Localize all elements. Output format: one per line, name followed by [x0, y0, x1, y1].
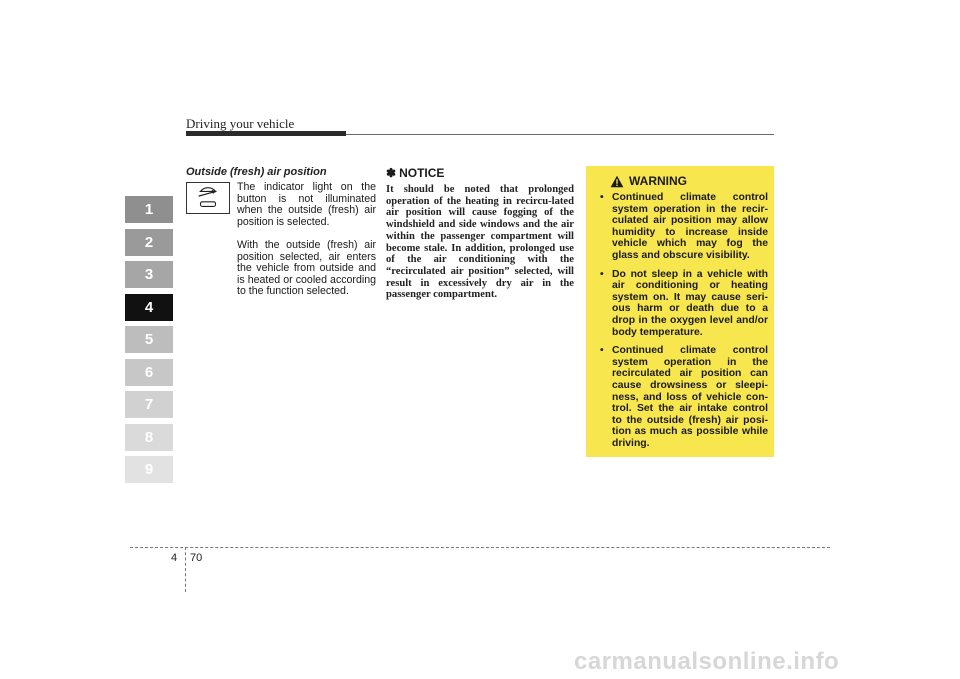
chapter-tabs	[125, 196, 173, 489]
page-number: 70	[190, 552, 203, 564]
footer-divider	[185, 547, 186, 592]
chapter-tab-8[interactable]: 8	[125, 424, 173, 451]
outside-air-paragraph-2: With the outside (fresh) air position selected, air enters the vehicle from outside and is heated or cooled according to the function selected.	[237, 239, 376, 298]
warning-item: • Continued climate control system operation in the recirculated air position can cause drowsiness or sleepi-ness, and loss of vehicle con-trol. Set the air intake control to the outside (fresh) air posi-tion as much as possible while driving.	[600, 345, 768, 449]
header-rule-thick	[186, 131, 346, 136]
outside-air-icon	[186, 182, 230, 214]
chapter-tab-3[interactable]: 3	[125, 261, 173, 288]
notice-heading-label: NOTICE	[399, 166, 445, 180]
outside-air-section	[186, 166, 376, 298]
chapter-tab-9[interactable]: 9	[125, 456, 173, 483]
header-rule-thin	[346, 134, 774, 135]
chapter-tab-7[interactable]: 7	[125, 391, 173, 418]
warning-item: • Do not sleep in a vehicle with air conditioning or heating system on. It may cause seri-ous harm or death due to a drop in the oxygen level and/or body temperature.	[600, 269, 768, 339]
warning-list	[600, 192, 768, 449]
warning-triangle-icon	[610, 175, 624, 188]
chapter-tab-6[interactable]: 6	[125, 359, 173, 386]
footer-rule	[130, 547, 830, 548]
outside-air-paragraph-1: The indicator light on the button is not illuminated when the outside (fresh) air position is selected.	[237, 181, 376, 228]
watermark: carmanualsonline.info	[574, 648, 840, 675]
chapter-tab-1[interactable]: 1	[125, 196, 173, 223]
warning-heading	[610, 174, 768, 188]
chapter-tab-2[interactable]: 2	[125, 229, 173, 256]
notice-mark-icon: ✽	[386, 166, 397, 180]
warning-box	[586, 166, 774, 457]
notice-section	[386, 166, 574, 301]
page-header-title: Driving your vehicle	[186, 116, 295, 131]
warning-heading-label: WARNING	[629, 174, 687, 188]
warning-item: • Continued climate control system operation in the recir-culated air position may allow humidity to increase inside vehicle which may fog the glass and obscure visibility.	[600, 192, 768, 262]
page-chapter-number: 4	[171, 552, 178, 564]
notice-text: It should be noted that prolonged operation of the heating in recircu-lated air position will cause fogging of the windshield and side windows and the air within the passenger compartment will become stale. In addition, prolonged use of the air conditioning with the “recirculated air position” selected, will result in excessively dry air in the passenger compartment.	[386, 184, 574, 301]
notice-heading	[386, 166, 574, 180]
outside-air-heading: Outside (fresh) air position	[186, 166, 327, 178]
chapter-tab-5[interactable]: 5	[125, 326, 173, 353]
chapter-tab-4[interactable]: 4	[125, 294, 173, 321]
